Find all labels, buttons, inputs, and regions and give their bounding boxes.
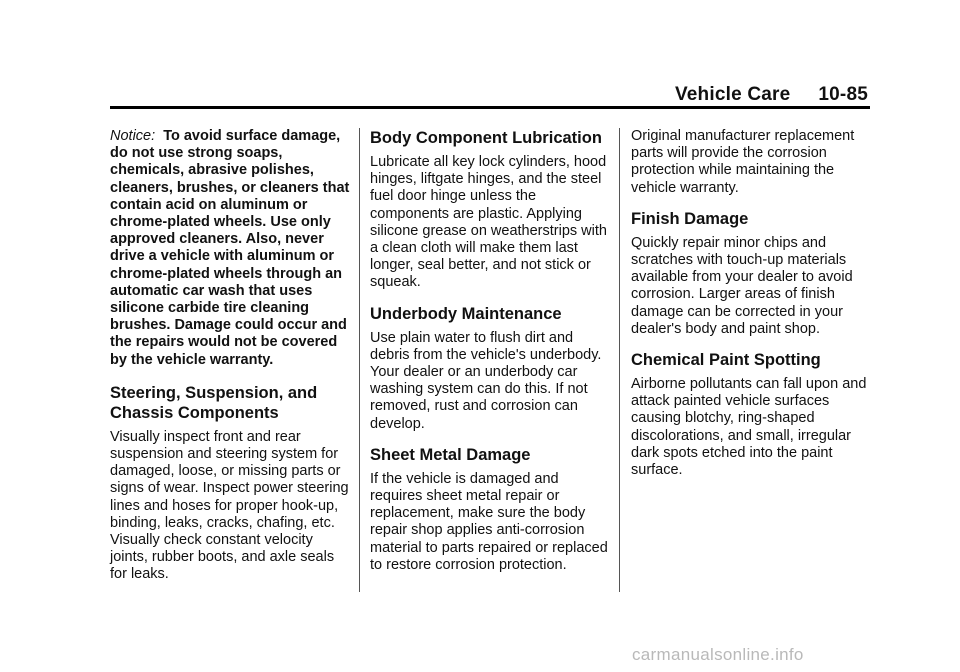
paragraph-steering: Visually inspect front and rear suspension and steering system for damaged, loose, or missing parts or signs of wear. Inspect power steering lines and hoses for proper hook-up, binding, leaks, cracks, chafing, etc. Visually check constant velocity joints, rubber boots, and axle seals for leaks.	[110, 428, 349, 583]
watermark-text: carmanualsonline.info	[632, 645, 804, 664]
heading-finish-damage: Finish Damage	[631, 209, 749, 228]
notice-lead: Notice:	[110, 128, 156, 144]
paragraph-finish-damage: Quickly repair minor chips and scratches with touch-up materials available from your dealer to avoid corrosion. Larger areas of finish damage can be corrected in your dealer's body and paint shop.	[631, 234, 853, 337]
paragraph-chemical-spotting: Airborne pollutants can fall upon and attack painted vehicle surfaces causing blotchy, ring-shaped discolorations, and small, irregular dark spots etched into the paint surface.	[631, 376, 867, 479]
heading-underbody: Underbody Maintenance	[370, 304, 562, 323]
paragraph-original-parts: Original manufacturer replacement parts will provide the corrosion protection while maintaining the vehicle warranty.	[631, 128, 855, 196]
header-rule	[110, 106, 870, 109]
paragraph-lubrication: Lubricate all key lock cylinders, hood hinges, liftgate hinges, and the steel fuel door hinge unless the components are plastic. Applying silicone grease on weatherstrips with a clean cloth will make them last longer, seal better, and not stick or squeak.	[370, 154, 607, 291]
page-header	[675, 84, 868, 106]
notice-text: To avoid surface damage, do not use strong soaps, chemicals, abrasive polishes, cleaners, brushes, or cleaners that contain acid on aluminum or chrome-plated wheels. Use only approved cleaners. Also, never drive a vehicle with aluminum or chrome-plated wheels through an automatic car wash that uses silicone carbide tire cleaning brushes. Damage could occur and the repairs would not be covered by the vehicle warranty.	[110, 128, 350, 368]
column-3	[631, 128, 871, 479]
heading-steering: Steering, Suspension, and Chassis Components	[110, 383, 318, 422]
notice-paragraph	[110, 128, 352, 369]
heading-lubrication: Body Component Lubrication	[370, 129, 602, 147]
column-2	[370, 128, 613, 574]
heading-chemical-spotting: Chemical Paint Spotting	[631, 351, 821, 370]
column-divider-2	[619, 128, 620, 592]
page-number: 10-85	[818, 84, 868, 105]
column-1	[110, 128, 352, 584]
paragraph-underbody: Use plain water to flush dirt and debris from the vehicle's underbody. Your dealer or an underbody car washing system can do this. If not removed, rust and corrosion can develop.	[370, 329, 602, 432]
section-title: Vehicle Care	[674, 84, 791, 105]
column-divider-1	[359, 128, 360, 592]
paragraph-sheet-metal: If the vehicle is damaged and requires sheet metal repair or replacement, make sure the body repair shop applies anti-corrosion material to parts repaired or replaced to restore corrosion protection.	[370, 470, 608, 573]
heading-sheet-metal: Sheet Metal Damage	[370, 445, 531, 464]
